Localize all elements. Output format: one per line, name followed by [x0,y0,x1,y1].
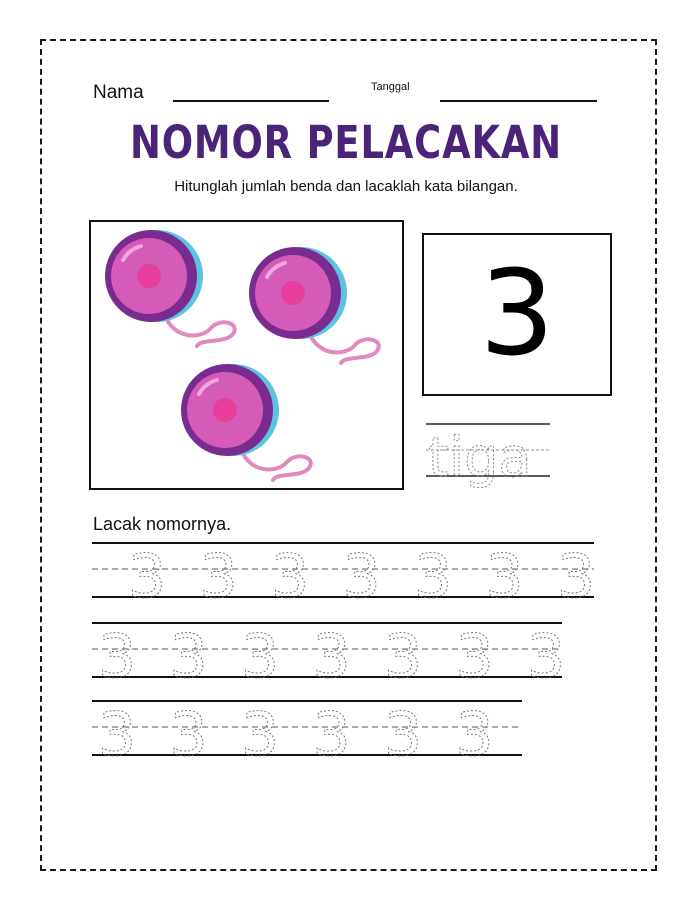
trace-digit[interactable]: 3 [271,542,310,612]
trace-rows[interactable] [88,535,600,765]
trace-digit[interactable]: 3 [241,700,280,765]
trace-digit[interactable]: 3 [98,700,137,765]
number-word: tiga [428,426,532,489]
number-box [422,233,612,396]
trace-label: Lacak nomornya. [93,514,232,534]
trace-digit[interactable]: 3 [384,700,423,765]
trace-digit[interactable]: 3 [455,700,494,765]
instruction-text: Hitunglah jumlah benda dan lacaklah kata bilangan. [174,178,518,195]
page-title: NOMOR PELACAKAN [130,116,562,169]
number-word-trace[interactable] [424,418,552,498]
date-label: Tanggal [371,81,410,93]
name-label: Nama [93,82,144,103]
name-field-line[interactable] [173,100,329,102]
yoyo-icon [177,364,327,484]
big-number: 3 [479,243,555,382]
trace-digit[interactable]: 3 [527,622,566,692]
counting-picture-box [89,220,404,490]
trace-digit[interactable]: 3 [169,700,208,765]
trace-digit[interactable]: 3 [455,622,494,692]
trace-digit[interactable]: 3 [241,622,280,692]
yoyo-icon [101,230,251,350]
trace-digit[interactable]: 3 [485,542,524,612]
trace-digit[interactable]: 3 [342,542,381,612]
yoyo-icon [245,247,395,367]
trace-digit[interactable]: 3 [414,542,453,612]
trace-digit[interactable]: 3 [312,700,351,765]
trace-digit[interactable]: 3 [199,542,238,612]
trace-digit[interactable]: 3 [312,622,351,692]
trace-digit[interactable]: 3 [128,542,167,612]
trace-digit[interactable]: 3 [384,622,423,692]
trace-digit[interactable]: 3 [169,622,208,692]
trace-digit[interactable]: 3 [557,542,596,612]
trace-digit[interactable]: 3 [98,622,137,692]
date-field-line[interactable] [440,100,597,102]
